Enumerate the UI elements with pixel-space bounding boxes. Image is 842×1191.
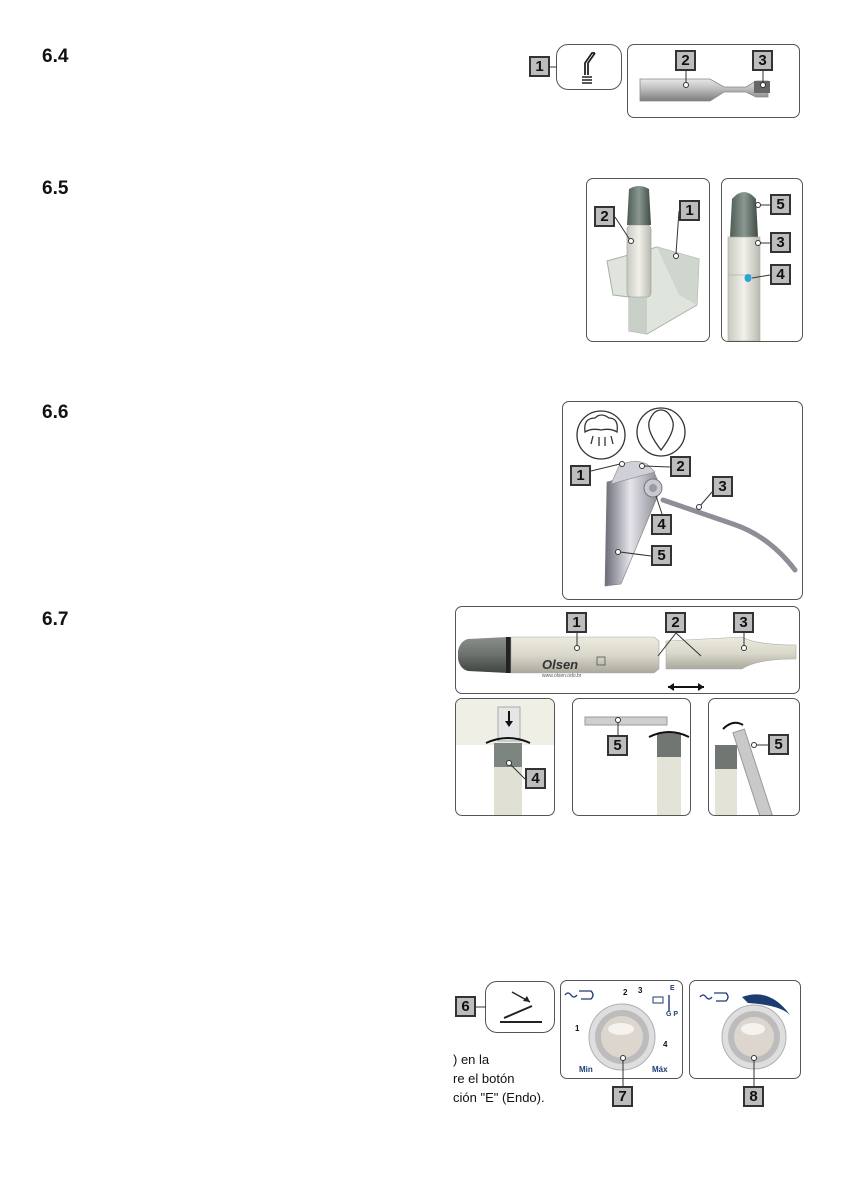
callout-4: 4: [770, 264, 791, 285]
callout-2: 2: [670, 456, 691, 477]
tip-wrench-figure: [627, 44, 800, 118]
callout-8: 8: [743, 1086, 764, 1107]
callout-2: 2: [665, 612, 686, 633]
callout-7: 7: [612, 1086, 633, 1107]
dial-mark-4: 4: [663, 1040, 668, 1049]
tip-insert-drawing: [456, 699, 554, 815]
callout-6: 6: [455, 996, 476, 1017]
callout-3: 3: [770, 232, 791, 253]
pedal-icon-box: [485, 981, 555, 1033]
mode-e-label: E: [670, 985, 675, 992]
callout-1: 1: [529, 56, 550, 77]
wrench-tighten-drawing: [573, 699, 690, 815]
air-spray-icon: [577, 411, 625, 459]
dial-mark-2: 2: [623, 988, 628, 997]
callout-1: 1: [566, 612, 587, 633]
dial-max-label: Máx: [652, 1065, 668, 1074]
section-6-4-heading: 6.4: [42, 46, 69, 67]
callout-4: 4: [651, 514, 672, 535]
callout-5: 5: [651, 545, 672, 566]
dial-mark-1: 1: [575, 1024, 580, 1033]
text-fragment-line-3: ción "E" (Endo).: [453, 1090, 545, 1105]
tip-wrench-drawing: [628, 45, 799, 117]
wrench-tighten-figure: [572, 698, 691, 816]
callout-1: 1: [679, 200, 700, 221]
callout-3: 3: [752, 50, 773, 71]
section-6-6-heading: 6.6: [42, 402, 69, 423]
tip-icon-box: [556, 44, 622, 90]
scaler-tip-icon: [557, 45, 621, 89]
wrench-loosen-figure: [708, 698, 800, 816]
olsen-website: www.olsen.odo.br: [542, 673, 582, 679]
callout-1: 1: [570, 465, 591, 486]
triple-syringe-drawing: [563, 402, 802, 599]
olsen-logo: Olsen: [542, 657, 579, 672]
foot-pedal-icon: [486, 982, 554, 1032]
callout-5: 5: [770, 194, 791, 215]
section-6-7-heading: 6.7: [42, 609, 69, 630]
tip-insert-figure: [455, 698, 555, 816]
callout-5: 5: [607, 735, 628, 756]
triple-syringe-figure: [562, 401, 803, 600]
callout-3: 3: [733, 612, 754, 633]
text-fragment-line-1: ) en la: [453, 1052, 490, 1067]
callout-3: 3: [712, 476, 733, 497]
text-fragment-line-2: re el botón: [453, 1071, 515, 1086]
dial-min-label: Min: [579, 1065, 593, 1074]
wrench-loosen-drawing: [709, 699, 799, 815]
water-drop-icon: [637, 408, 685, 456]
endo-dial-figure: [689, 980, 801, 1079]
power-dial-figure: [560, 980, 683, 1079]
callout-2: 2: [594, 206, 615, 227]
mode-gp-label: G P: [666, 1011, 679, 1018]
section-6-5-heading: 6.5: [42, 178, 69, 199]
callout-4: 4: [525, 768, 546, 789]
callout-2: 2: [675, 50, 696, 71]
callout-5: 5: [768, 734, 789, 755]
dial-mark-3: 3: [638, 986, 643, 995]
endo-dial-drawing: [690, 981, 800, 1078]
